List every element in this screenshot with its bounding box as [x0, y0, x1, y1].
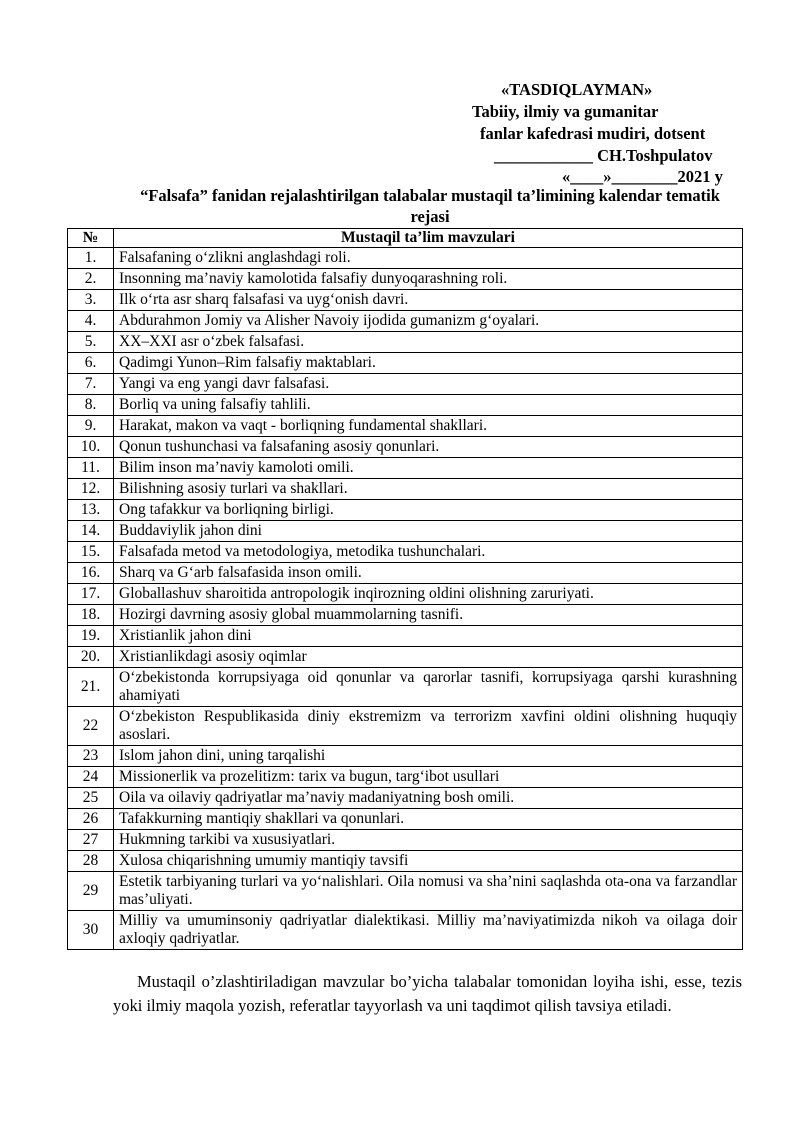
row-topic: Estetik tarbiyaning turlari va yo‘nalishlari. Oila nomusi va sha’nini saqlashda ota-ona va farzandlar mas’uliyati.	[114, 872, 743, 911]
document-title: “Falsafa” fanidan rejalashtirilgan talabalar mustaqil ta’limining kalendar tematik rejasi	[140, 186, 720, 226]
row-number: 8.	[68, 395, 114, 416]
row-topic: Falsafaning o‘zlikni anglashdagi roli.	[114, 248, 743, 269]
row-topic: Xristianlikdagi asosiy oqimlar	[114, 647, 743, 668]
row-topic: Sharq va G‘arb falsafasida inson omili.	[114, 563, 743, 584]
row-number: 9.	[68, 416, 114, 437]
table-row	[68, 626, 743, 647]
table-header-row	[68, 229, 743, 248]
row-number: 7.	[68, 374, 114, 395]
row-number: 15.	[68, 542, 114, 563]
table-row	[68, 353, 743, 374]
table-row	[68, 788, 743, 809]
table-row	[68, 830, 743, 851]
table-row	[68, 542, 743, 563]
row-number: 29	[68, 872, 114, 911]
row-topic: Yangi va eng yangi davr falsafasi.	[114, 374, 743, 395]
row-number: 5.	[68, 332, 114, 353]
row-topic: XX–XXI asr o‘zbek falsafasi.	[114, 332, 743, 353]
row-number: 16.	[68, 563, 114, 584]
row-number: 23	[68, 746, 114, 767]
approval-department: Tabiiy, ilmiy va gumanitar	[472, 102, 659, 121]
row-number: 28	[68, 851, 114, 872]
table-row	[68, 311, 743, 332]
row-topic: Borliq va uning falsafiy tahlili.	[114, 395, 743, 416]
row-number: 25	[68, 788, 114, 809]
row-topic: Buddaviylik jahon dini	[114, 521, 743, 542]
row-topic: Bilishning asosiy turlari va shakllari.	[114, 479, 743, 500]
row-topic: Islom jahon dini, uning tarqalishi	[114, 746, 743, 767]
approval-block	[0, 0, 800, 200]
row-topic: Qonun tushunchasi va falsafaning asosiy qonunlari.	[114, 437, 743, 458]
table-row	[68, 911, 743, 950]
row-topic: Harakat, makon va vaqt - borliqning fundamental shakllari.	[114, 416, 743, 437]
row-number: 11.	[68, 458, 114, 479]
table-row	[68, 290, 743, 311]
row-topic: Falsafada metod va metodologiya, metodika tushunchalari.	[114, 542, 743, 563]
row-topic: Insonning ma’naviy kamolotida falsafiy dunyoqarashning roli.	[114, 269, 743, 290]
header-number: №	[68, 229, 114, 248]
row-topic: Milliy va umuminsoniy qadriyatlar dialektikasi. Milliy ma’naviyatimizda nikoh va oilaga doir axloqiy qadriyatlar.	[114, 911, 743, 950]
approval-position: fanlar kafedrasi mudiri, dotsent	[480, 124, 706, 143]
row-number: 30	[68, 911, 114, 950]
table-row	[68, 872, 743, 911]
table-row	[68, 374, 743, 395]
row-topic: Qadimgi Yunon–Rim falsafiy maktablari.	[114, 353, 743, 374]
row-topic: Tafakkurning mantiqiy shakllari va qonunlari.	[114, 809, 743, 830]
table-row	[68, 479, 743, 500]
row-number: 27	[68, 830, 114, 851]
row-number: 14.	[68, 521, 114, 542]
table-row	[68, 809, 743, 830]
row-number: 21.	[68, 668, 114, 707]
table-row	[68, 437, 743, 458]
row-number: 12.	[68, 479, 114, 500]
row-number: 1.	[68, 248, 114, 269]
row-topic: Xristianlik jahon dini	[114, 626, 743, 647]
row-topic: Xulosa chiqarishning umumiy mantiqiy tavsifi	[114, 851, 743, 872]
row-number: 19.	[68, 626, 114, 647]
table-row	[68, 851, 743, 872]
approval-heading: «TASDIQLAYMAN»	[501, 80, 653, 99]
row-topic: Missionerlik va prozelitizm: tarix va bugun, targ‘ibot usullari	[114, 767, 743, 788]
row-topic: Bilim inson ma’naviy kamoloti omili.	[114, 458, 743, 479]
table-row	[68, 416, 743, 437]
row-number: 3.	[68, 290, 114, 311]
table-row	[68, 767, 743, 788]
header-topic: Mustaqil ta’lim mavzulari	[114, 229, 743, 248]
table-row	[68, 332, 743, 353]
approval-signature: ____________ CH.Toshpulatov	[494, 146, 713, 165]
row-topic: Globallashuv sharoitida antropologik inqirozning oldini olishning zaruriyati.	[114, 584, 743, 605]
row-number: 22	[68, 707, 114, 746]
table-row	[68, 563, 743, 584]
row-number: 18.	[68, 605, 114, 626]
row-number: 26	[68, 809, 114, 830]
table-row	[68, 395, 743, 416]
row-topic: Ong tafakkur va borliqning birligi.	[114, 500, 743, 521]
row-number: 24	[68, 767, 114, 788]
row-number: 17.	[68, 584, 114, 605]
row-number: 20.	[68, 647, 114, 668]
footer-note: Mustaqil o’zlashtiriladigan mavzular bo’yicha talabalar tomonidan loyiha ishi, esse, tezis yoki ilmiy maqola yozish, referatlar tayyorlash va uni taqdimot qilish tavsiya etiladi.	[113, 972, 742, 1015]
table-row	[68, 605, 743, 626]
approval-date: «____»________2021 y	[562, 167, 723, 186]
row-number: 10.	[68, 437, 114, 458]
table-row	[68, 521, 743, 542]
row-topic: Hozirgi davrning asosiy global muammolarning tasnifi.	[114, 605, 743, 626]
table-row	[68, 647, 743, 668]
table-row	[68, 707, 743, 746]
table-row	[68, 746, 743, 767]
row-number: 13.	[68, 500, 114, 521]
table-row	[68, 248, 743, 269]
table-row	[68, 458, 743, 479]
row-number: 4.	[68, 311, 114, 332]
table-row	[68, 269, 743, 290]
row-topic: Oila va oilaviy qadriyatlar ma’naviy madaniyatning bosh omili.	[114, 788, 743, 809]
row-number: 2.	[68, 269, 114, 290]
row-topic: Ilk o‘rta asr sharq falsafasi va uyg‘onish davri.	[114, 290, 743, 311]
row-topic: Hukmning tarkibi va xususiyatlari.	[114, 830, 743, 851]
table-row	[68, 500, 743, 521]
row-topic: O‘zbekiston Respublikasida diniy ekstremizm va terrorizm xavfini oldini olishning huquqiy asoslari.	[114, 707, 743, 746]
table-row	[68, 584, 743, 605]
row-number: 6.	[68, 353, 114, 374]
table-row	[68, 668, 743, 707]
row-topic: Abdurahmon Jomiy va Alisher Navoiy ijodida gumanizm g‘oyalari.	[114, 311, 743, 332]
topics-table	[67, 228, 743, 950]
row-topic: O‘zbekistonda korrupsiyaga oid qonunlar va qarorlar tasnifi, korrupsiyaga qarshi kurashning ahamiyati	[114, 668, 743, 707]
